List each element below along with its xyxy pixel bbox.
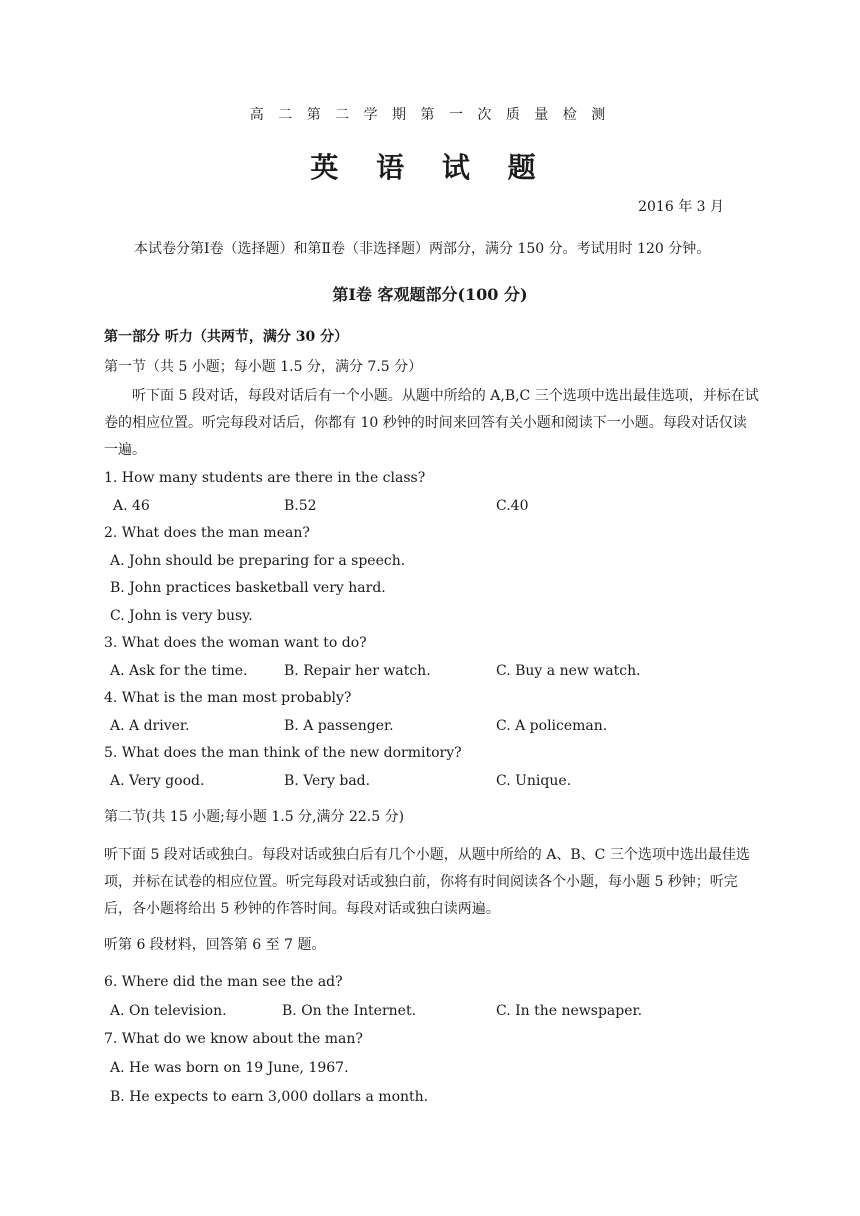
question-3-option-c: C. Buy a new watch. xyxy=(496,663,641,679)
exam-title: 英 语 试 题 xyxy=(310,151,550,184)
question-2: 2. What does the man mean? xyxy=(104,525,310,541)
question-4-option-a: A. A driver. xyxy=(110,718,190,734)
question-2-option-c: C. John is very busy. xyxy=(110,608,253,624)
question-1: 1. How many students are there in the class? xyxy=(104,470,426,486)
material-note: 听第 6 段材料，回答第 6 至 7 题。 xyxy=(104,937,326,953)
question-4-option-b: B. A passenger. xyxy=(284,718,394,734)
question-3: 3. What does the woman want to do? xyxy=(104,635,367,651)
exam-intro: 本试卷分第Ⅰ卷（选择题）和第Ⅱ卷（非选择题）两部分，满分 150 分。考试用时 120 分钟。 xyxy=(134,241,711,257)
question-1-option-b: B.52 xyxy=(284,498,317,514)
question-5-option-c: C. Unique. xyxy=(496,773,572,789)
question-6-option-a: A. On television. xyxy=(110,1003,227,1019)
question-2-option-a: A. John should be preparing for a speech. xyxy=(110,553,406,569)
question-6: 6. Where did the man see the ad? xyxy=(104,974,343,990)
question-6-option-b: B. On the Internet. xyxy=(282,1003,417,1019)
exam-subtitle: 高 二 第 二 学 期 第 一 次 质 量 检 测 xyxy=(249,107,611,123)
question-4-option-c: C. A policeman. xyxy=(496,718,608,734)
subsection-1-instructions: 听下面 5 段对话，每段对话后有一个小题。从题中所给的 A,B,C 三个选项中选出最佳选项，并标在试卷的相应位置。听完每段对话后，你都有 10 秒钟的时间来回答有关小题和阅读下一小题。每段对话仅读一遍。 xyxy=(104,388,759,458)
question-7: 7. What do we know about the man? xyxy=(104,1031,363,1047)
question-5: 5. What does the man think of the new dormitory? xyxy=(104,745,462,761)
part-heading: 第Ⅰ卷 客观题部分(100 分) xyxy=(332,285,528,304)
question-4: 4. What is the man most probably? xyxy=(104,690,352,706)
section-heading: 第一部分 听力（共两节，满分 30 分） xyxy=(104,329,349,345)
question-7-option-a: A. He was born on 19 June, 1967. xyxy=(110,1060,349,1076)
question-2-option-b: B. John practices basketball very hard. xyxy=(110,580,386,596)
question-5-option-b: B. Very bad. xyxy=(284,773,371,789)
question-6-option-c: C. In the newspaper. xyxy=(496,1003,643,1019)
question-5-option-a: A. Very good. xyxy=(110,773,205,789)
question-3-option-b: B. Repair her watch. xyxy=(284,663,431,679)
question-1-option-c: C.40 xyxy=(496,498,529,514)
subsection-2-instructions: 听下面 5 段对话或独白。每段对话或独白后有几个小题，从题中所给的 A、B、C 三个选项中选出最佳选项，并标在试卷的相应位置。听完每段对话或独白前，你将有时间阅读各个小题，每小题 5 秒钟；听完后，各小题将给出 5 秒钟的作答时间。每段对话或独白读两遍。 xyxy=(104,847,750,917)
subsection-2-heading: 第二节(共 15 小题;每小题 1.5 分,满分 22.5 分) xyxy=(104,809,405,825)
exam-date: 2016 年 3 月 xyxy=(638,199,724,215)
subsection-1-heading: 第一节（共 5 小题；每小题 1.5 分，满分 7.5 分） xyxy=(104,359,423,375)
question-1-option-a: A. 46 xyxy=(113,498,150,514)
question-7-option-b: B. He expects to earn 3,000 dollars a month. xyxy=(110,1089,429,1105)
question-3-option-a: A. Ask for the time. xyxy=(110,663,248,679)
